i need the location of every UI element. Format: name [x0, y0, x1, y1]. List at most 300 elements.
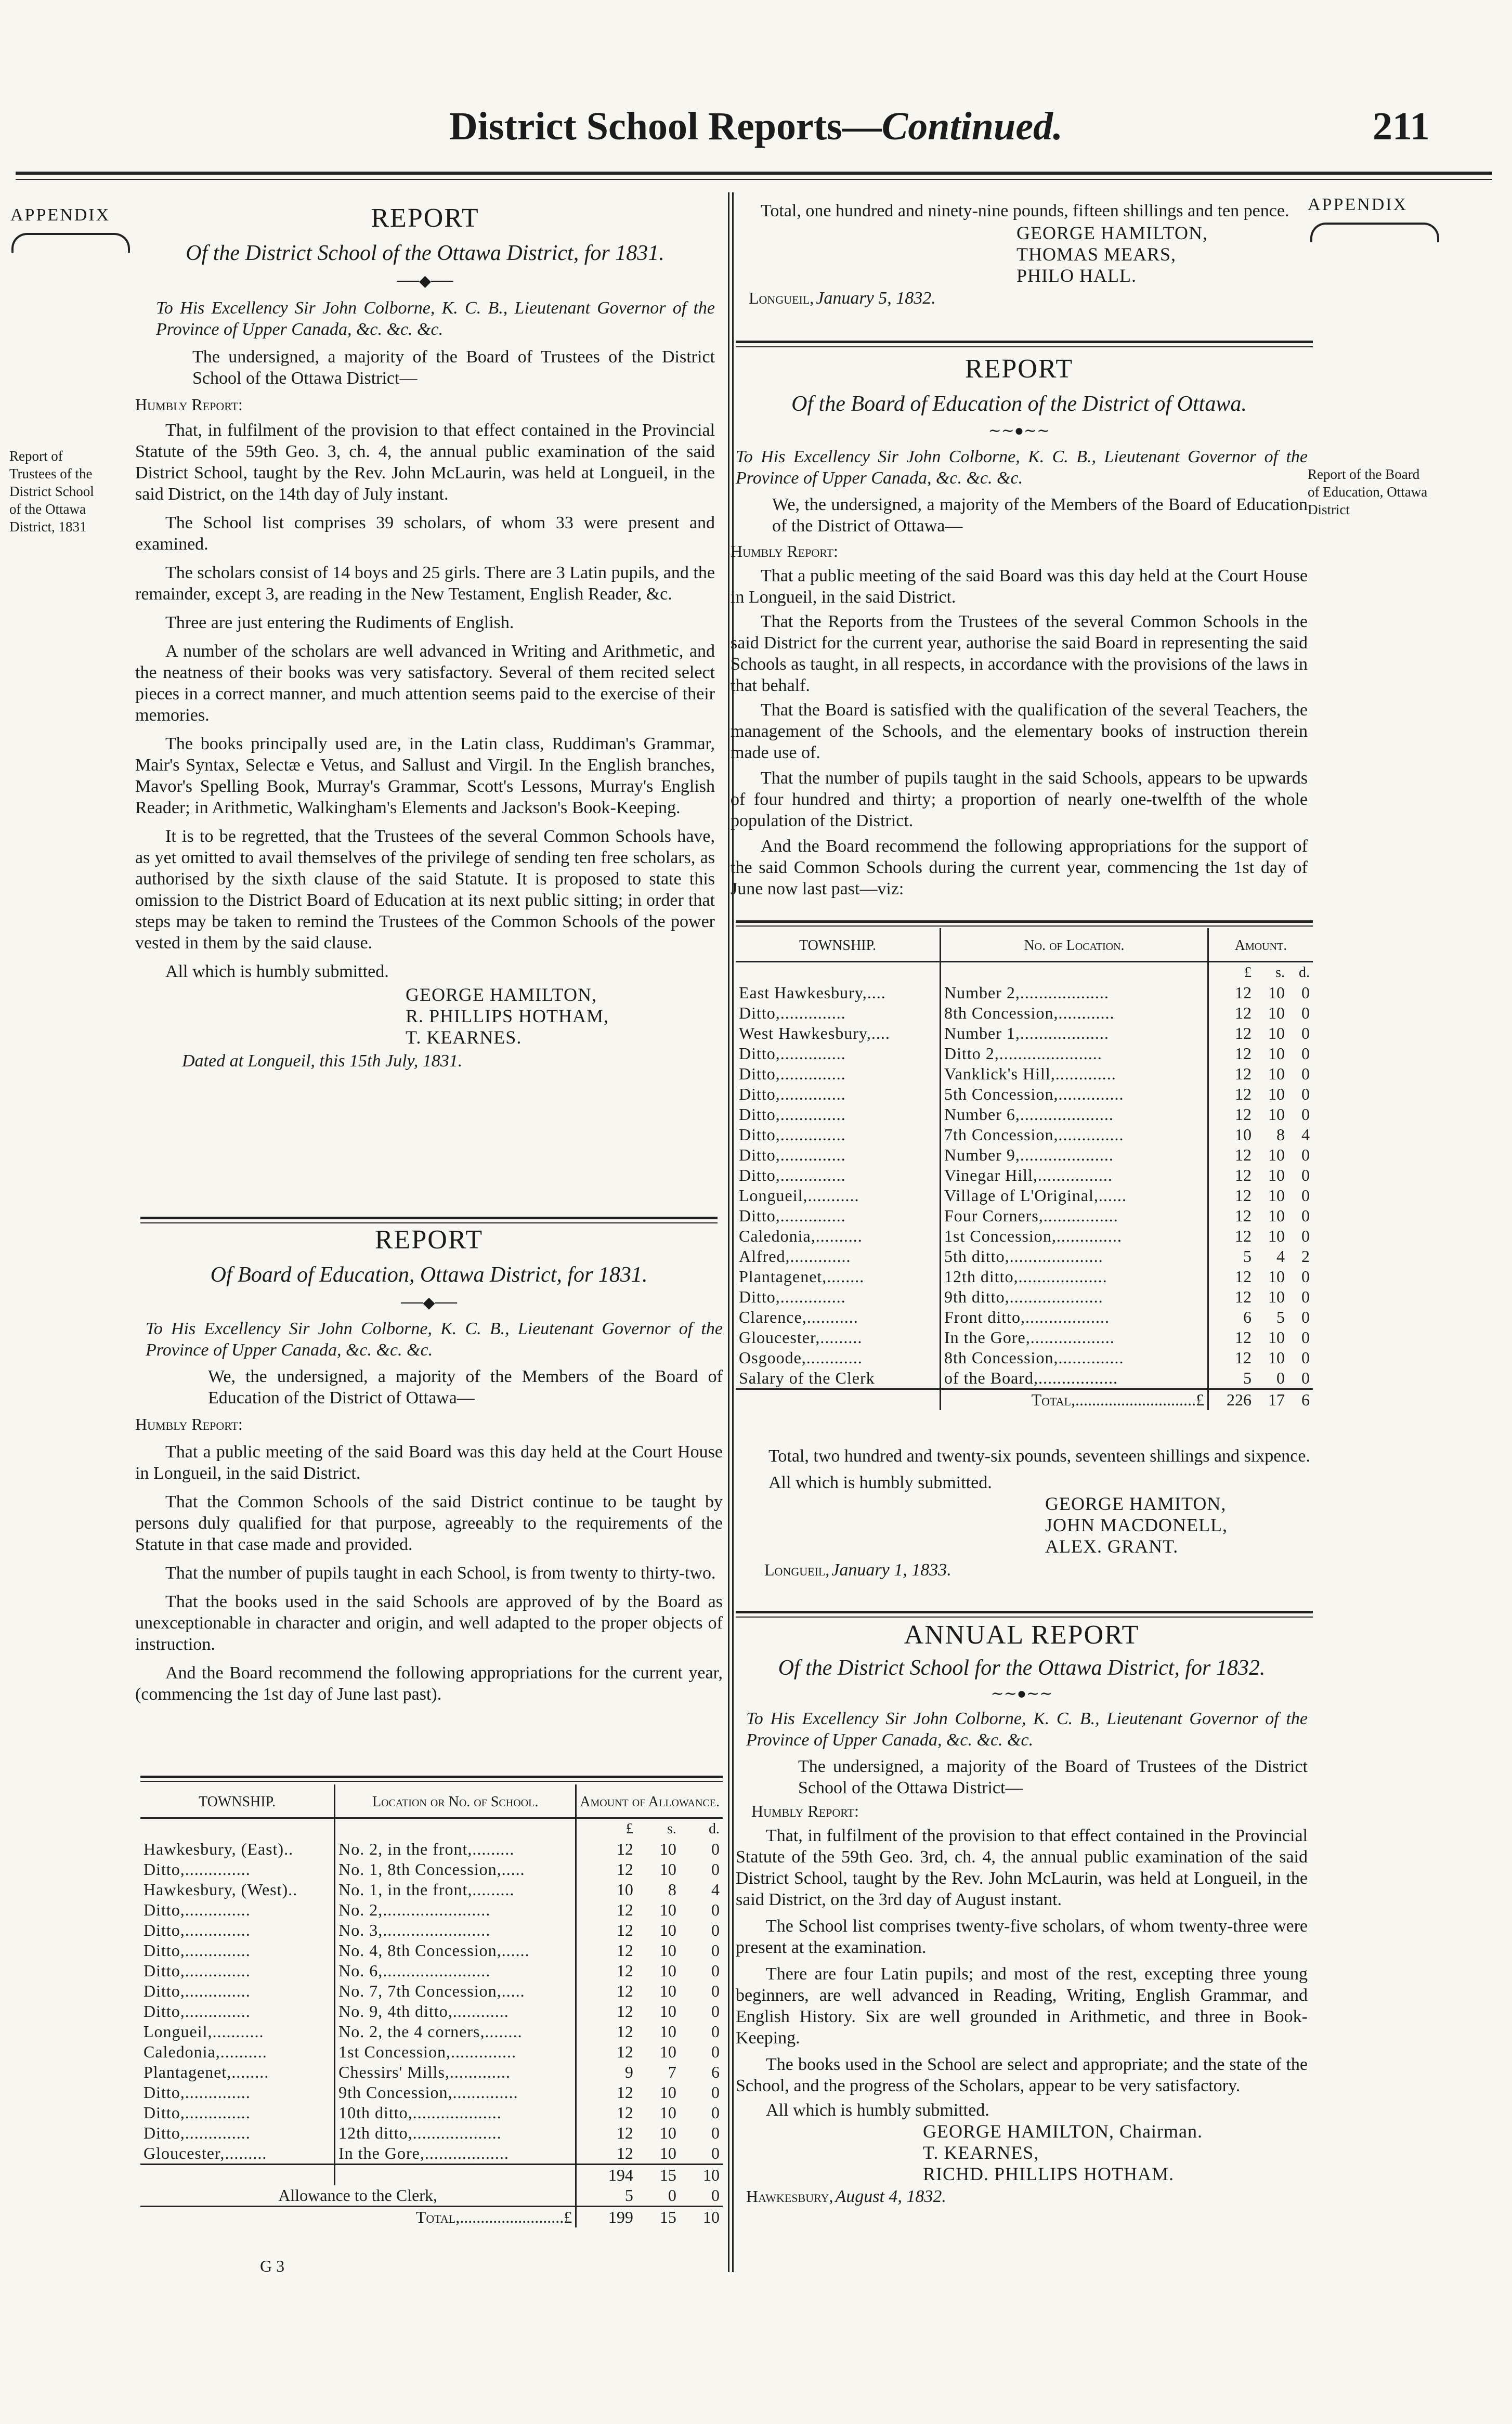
amount-cell: 12 [616, 1900, 633, 1919]
township-cell: Clarence,........... [736, 1307, 941, 1327]
table-rule [736, 920, 1313, 923]
subtotal-cell: 15 [636, 2165, 680, 2186]
report2-date: January 5, 1832. [816, 289, 936, 308]
allowance-row [140, 2185, 723, 2207]
allowance-cell: 5 [624, 2186, 633, 2205]
report2-subtitle: Of Board of Education, Ottawa District, for 1831. [210, 1263, 648, 1287]
table-row [140, 1880, 723, 1900]
amount-cell: 12 [1234, 1064, 1252, 1083]
report2-p1: That a public meeting of the said Board was this day held at the Court House in Longueil, in the said District. [135, 1442, 723, 1483]
report4-date: August 4, 1832. [835, 2187, 946, 2206]
report3-address: To His Excellency Sir John Colborne, K. C. B., Lieutenant Governor of the Province of Upper Canada, &c. &c. &c. [736, 447, 1308, 488]
amount-cell: 10 [659, 2002, 676, 2021]
col-header-township: TOWNSHIP. [736, 928, 941, 962]
amount-cell: 0 [1301, 1004, 1310, 1022]
section-rule [736, 1611, 1313, 1613]
location-cell: 12th ditto,................... [941, 1267, 1208, 1287]
table-row [140, 1961, 723, 1981]
appropriations-table-1832 [736, 928, 1313, 1410]
table-row [140, 2022, 723, 2042]
township-cell: Caledonia,.......... [736, 1226, 941, 1246]
location-cell: No. 3,....................... [335, 1920, 576, 1940]
amount-cell: 4 [1276, 1247, 1285, 1266]
running-title: District School Reports— [449, 105, 882, 148]
total-cell: 10 [680, 2207, 723, 2228]
unit-label: d. [709, 1821, 720, 1837]
township-cell: Ditto,.............. [736, 1003, 941, 1023]
table-row [736, 1226, 1313, 1246]
signatory: GEORGE HAMILTON, [1016, 223, 1208, 243]
location-cell: In the Gore,.................. [941, 1327, 1208, 1348]
amount-cell: 4 [1301, 1125, 1310, 1144]
location-cell: 10th ditto,................... [335, 2103, 576, 2123]
location-cell: 8th Concession,............ [941, 1003, 1208, 1023]
report2-section [135, 1224, 723, 1705]
amount-cell: 10 [659, 1941, 676, 1960]
cell-empty [140, 1818, 335, 1840]
amount-cell: 10 [659, 2144, 676, 2162]
report2-signatories [731, 223, 1308, 286]
amount-cell: 12 [1234, 1186, 1252, 1205]
table-rule-thin [140, 1781, 723, 1782]
report2-humbly: Humbly Report: [135, 1415, 243, 1433]
cell-empty [736, 1389, 941, 1411]
report1-section [135, 203, 715, 1071]
report1-intro: The undersigned, a majority of the Board of Trustees of the District School of the Ottawa District— [192, 347, 715, 388]
amount-cell: 12 [1234, 1348, 1252, 1367]
table-row [140, 1900, 723, 1920]
amount-cell: 6 [711, 2063, 720, 2081]
amount-cell: 10 [1268, 1166, 1285, 1184]
location-cell: No. 1, 8th Concession,..... [335, 1859, 576, 1880]
section-rule [140, 1217, 718, 1219]
amount-cell: 0 [1301, 1166, 1310, 1184]
section-rule [736, 341, 1313, 343]
report1-p2: The School list comprises 39 scholars, of whom 33 were present and examined. [135, 513, 715, 554]
total-cell: 15 [636, 2207, 680, 2228]
amount-cell: 0 [711, 1921, 720, 1939]
report1-p4: Three are just entering the Rudiments of English. [165, 613, 514, 632]
date-place: Longueil, [749, 289, 814, 307]
township-cell: Ditto,.............. [140, 2001, 335, 2022]
amount-cell: 12 [616, 2123, 633, 2142]
report4-intro: The undersigned, a majority of the Board of Trustees of the District School of the Ottawa District— [798, 1757, 1308, 1797]
amount-cell: 0 [711, 2144, 720, 2162]
report2-p2: That the Common Schools of the said District continue to be taught by persons duly qualified for that purpose, agreeably to the requirements of the Statute in that case made and provided. [135, 1492, 723, 1554]
township-cell: Ditto,.............. [736, 1064, 941, 1084]
amount-cell: 12 [1234, 1105, 1252, 1124]
amount-cell: 0 [1301, 1105, 1310, 1124]
location-cell: No. 2,....................... [335, 1900, 576, 1920]
table-row [140, 2143, 723, 2165]
table-row [736, 1267, 1313, 1287]
section-rule-thin [736, 346, 1313, 347]
location-cell: 12th ditto,................... [335, 2123, 576, 2143]
table-row [140, 2123, 723, 2143]
amount-cell: 10 [659, 2022, 676, 2041]
report3-date: January 1, 1833. [831, 1560, 951, 1580]
table-row [140, 1920, 723, 1940]
amount-cell: 10 [1268, 1145, 1285, 1164]
amount-cell: 10 [1268, 1227, 1285, 1245]
signatory: GEORGE HAMILTON, [406, 984, 597, 1005]
total-cell: 226 [1208, 1389, 1255, 1411]
report2-date-line [731, 289, 1308, 308]
township-cell: Plantagenet,........ [140, 2062, 335, 2082]
table-row [140, 1981, 723, 2001]
report2-intro: We, the undersigned, a majority of the Members of the Board of Education of the District of Ottawa— [208, 1367, 723, 1408]
amount-cell: 10 [1268, 1004, 1285, 1022]
amount-cell: 12 [616, 2042, 633, 2061]
amount-cell: 10 [1268, 1348, 1285, 1367]
township-cell: Ditto,.............. [140, 1981, 335, 2001]
location-cell: 9th Concession,.............. [335, 2082, 576, 2103]
col-header-amount: Amount of Allowance. [576, 1784, 723, 1818]
report3-date-line [738, 1560, 1315, 1580]
location-cell: No. 7, 7th Concession,..... [335, 1981, 576, 2001]
total-cell: 6 [1288, 1389, 1313, 1411]
signatory: GEORGE HAMILTON, Chairman. [923, 2121, 1203, 2142]
signatory: ALEX. GRANT. [1045, 1536, 1179, 1557]
amount-cell: 0 [1276, 1369, 1285, 1387]
report3-p4: That the number of pupils taught in the said Schools, appears to be upwards of four hundred and thirty; a proportion of nearly one-twelfth of the whole population of the District. [731, 768, 1308, 830]
unit-label: s. [1275, 965, 1285, 981]
total-row [140, 2207, 723, 2228]
amount-cell: 0 [1301, 1145, 1310, 1164]
amount-cell: 10 [659, 2042, 676, 2061]
amount-cell: 10 [659, 2083, 676, 2102]
report3-p2: That the Reports from the Trustees of the several Common Schools in the said District for the current year, authorise the said Board in representing the said Schools as taught, in all respects, in accordance with the provisions of the laws in that behalf. [731, 612, 1308, 695]
table-row [736, 1145, 1313, 1165]
location-cell: No. 2, in the front,......... [335, 1839, 576, 1859]
amount-cell: 0 [1301, 1369, 1310, 1387]
report1-p5: A number of the scholars are well advanced in Writing and Arithmetic, and the neatness of their books was very satisfactory. Several of them recited select pieces in a correct manner, and much attention seems paid to the exercise of their memories. [135, 642, 715, 725]
township-cell: Hawkesbury, (West).. [140, 1880, 335, 1900]
report2-title: REPORT [374, 1225, 484, 1255]
amount-cell: 0 [1301, 1267, 1310, 1286]
amount-cell: 10 [1234, 1125, 1252, 1144]
table-row [140, 2042, 723, 2062]
location-cell: 9th ditto,.................... [941, 1287, 1208, 1307]
table-row [140, 2082, 723, 2103]
table-row [736, 1003, 1313, 1023]
allowance-label: Allowance to the Clerk, [140, 2185, 576, 2207]
amount-cell: 12 [1234, 1166, 1252, 1184]
township-cell: Salary of the Clerk [736, 1368, 941, 1389]
report3-total-text: Total, two hundred and twenty-six pounds, seventeen shillings and sixpence. [768, 1446, 1310, 1466]
signatory: R. PHILLIPS HOTHAM, [406, 1006, 609, 1026]
amount-cell: 0 [1301, 1308, 1310, 1326]
report4-p3: There are four Latin pupils; and most of the rest, excepting three young beginners, are well advanced in Reading, Writing, English Grammar, and English History. Six are well grounded in Arithmetic, and three in Book-Keeping. [736, 1964, 1308, 2048]
amount-cell: 10 [1268, 983, 1285, 1002]
table-rule-thin [736, 926, 1313, 927]
amount-cell: 0 [711, 1961, 720, 1980]
amount-cell: 10 [1268, 1186, 1285, 1205]
location-cell: 7th Concession,.............. [941, 1125, 1208, 1145]
report3-intro: We, the undersigned, a majority of the Members of the Board of Education of the District of Ottawa— [772, 495, 1308, 536]
amount-cell: 10 [659, 1860, 676, 1879]
location-cell: 1st Concession,.............. [941, 1226, 1208, 1246]
table-row [736, 1185, 1313, 1206]
report4-p4: The books used in the School are select and appropriate; and the state of the School, and the progress of the Scholars, appear to be very satisfactory. [736, 2055, 1308, 2095]
amount-cell: 0 [711, 1840, 720, 1858]
amount-cell: 12 [1234, 1024, 1252, 1042]
amount-cell: 10 [1268, 1287, 1285, 1306]
report1-title: REPORT [371, 203, 479, 233]
amount-cell: 10 [1268, 1267, 1285, 1286]
report1-p7: It is to be regretted, that the Trustees of the several Common Schools have, as yet omitted to avail themselves of the privilege of sending ten free scholars, as authorised by the sixth clause of the said Statute. It is proposed to state this omission to the District Board of Education at its next public sitting; in order that steps may be taken to remind the Trustees of the Common Schools of the power vested in them by the said clause. [135, 827, 715, 953]
township-cell: Ditto,.............. [140, 1961, 335, 1981]
report4-date-line [736, 2187, 1308, 2207]
report1-address: To His Excellency Sir John Colborne, K. C. B., Lieutenant Governor of the Province of Upper Canada, &c. &c. &c. [156, 298, 715, 339]
township-cell: Ditto,.............. [140, 1940, 335, 1961]
amount-cell: 4 [711, 1880, 720, 1899]
total-cell: 17 [1255, 1389, 1288, 1411]
amount-cell: 0 [1301, 1024, 1310, 1042]
total-row [736, 1389, 1313, 1411]
amount-cell: 0 [1301, 1287, 1310, 1306]
col-header-township: TOWNSHIP. [140, 1784, 335, 1818]
report2-p4: That the books used in the said Schools are approved of by the Board as unexceptionable in character and origin, and well adapted to the proper objects of instruction. [135, 1592, 723, 1654]
amount-cell: 0 [711, 1982, 720, 2000]
signatory: PHILO HALL. [1016, 265, 1137, 286]
township-cell: Ditto,.............. [736, 1044, 941, 1064]
running-title-continued: Continued. [881, 105, 1063, 148]
table-row [140, 2001, 723, 2022]
location-cell: No. 9, 4th ditto,............ [335, 2001, 576, 2022]
amount-cell: 5 [1276, 1308, 1285, 1326]
total-label: Total,.............................£ [941, 1389, 1208, 1411]
side-note-right: Report of the Board of Education, Ottawa District [1308, 466, 1428, 517]
amount-cell: 5 [1243, 1369, 1252, 1387]
amount-cell: 6 [1243, 1308, 1252, 1326]
township-cell: Gloucester,......... [736, 1327, 941, 1348]
report4-title: ANNUAL REPORT [904, 1620, 1140, 1650]
location-cell: of the Board,................. [941, 1368, 1208, 1389]
amount-cell: 8 [1276, 1125, 1285, 1144]
side-note-left: Report of Trustees of the District School of the Ottawa District, 1831 [9, 448, 94, 535]
table-row [140, 2062, 723, 2082]
township-cell: Ditto,.............. [736, 1287, 941, 1307]
amount-cell: 10 [1268, 1044, 1285, 1063]
appendix-label-left: APPENDIX [10, 205, 111, 225]
amount-cell: 2 [1301, 1247, 1310, 1266]
amount-cell: 7 [668, 2063, 676, 2081]
unit-label: d. [1299, 965, 1310, 981]
allowance-cell: 0 [668, 2186, 676, 2205]
table-row [140, 1940, 723, 1961]
amount-cell: 0 [711, 2103, 720, 2122]
amount-cell: 12 [1234, 1206, 1252, 1225]
location-cell: No. 6,....................... [335, 1961, 576, 1981]
report3-p5: And the Board recommend the following appropriations for the support of the said Common Schools during the current year, commencing the 1st day of June now last past—viz: [731, 837, 1308, 898]
signatory: T. KEARNES, [923, 2142, 1039, 2163]
township-cell: Ditto,.............. [736, 1125, 941, 1145]
amount-cell: 12 [1234, 1044, 1252, 1063]
township-cell: Ditto,.............. [140, 2082, 335, 2103]
report4-subtitle: Of the District School for the Ottawa District, for 1832. [778, 1656, 1266, 1680]
report2-continued [731, 200, 1308, 308]
amount-cell: 0 [1301, 1186, 1310, 1205]
col-header-amount: Amount. [1208, 928, 1313, 962]
amount-cell: 12 [616, 2022, 633, 2041]
signatory: THOMAS MEARS, [1016, 244, 1177, 265]
township-cell: Ditto,.............. [140, 1920, 335, 1940]
amount-cell: 12 [1234, 983, 1252, 1002]
report4-signatories [736, 2121, 1308, 2185]
table-row [736, 1084, 1313, 1104]
location-cell: 1st Concession,.............. [335, 2042, 576, 2062]
report2-total-text: Total, one hundred and ninety-nine pounds, fifteen shillings and ten pence. [761, 201, 1289, 220]
report1-humbly: Humbly Report: [135, 395, 243, 414]
amount-cell: 0 [711, 2123, 720, 2142]
amount-cell: 0 [1301, 983, 1310, 1002]
cell-empty [736, 962, 941, 983]
section-rule-thin [736, 1617, 1313, 1618]
unit-label: £ [625, 1821, 633, 1837]
township-cell: Ditto,.............. [140, 1900, 335, 1920]
table-row [736, 1165, 1313, 1185]
ornament-divider: ──◆── [400, 1294, 458, 1311]
cell-empty [335, 2165, 576, 2186]
report4-closing: All which is humbly submitted. [766, 2101, 989, 2120]
amount-cell: 10 [659, 1921, 676, 1939]
location-cell: No. 4, 8th Concession,...... [335, 1940, 576, 1961]
appendix-brace-left [11, 233, 130, 253]
amount-cell: 12 [616, 1840, 633, 1858]
amount-cell: 10 [1268, 1206, 1285, 1225]
report3-closing-block [738, 1445, 1315, 1580]
table-row [736, 983, 1313, 1003]
unit-label: s. [667, 1821, 676, 1837]
subtotal-cell: 194 [576, 2165, 636, 2186]
location-cell: No. 1, in the front,......... [335, 1880, 576, 1900]
report2-address: To His Excellency Sir John Colborne, K. C. B., Lieutenant Governor of the Province of Upper Canada, &c. &c. &c. [146, 1319, 723, 1360]
amount-cell: 10 [616, 1880, 633, 1899]
amount-cell: 12 [616, 1982, 633, 2000]
township-cell: Ditto,.............. [736, 1104, 941, 1125]
amount-cell: 12 [616, 1961, 633, 1980]
report1-date: Dated at Longueil, this 15th July, 1831. [182, 1051, 463, 1071]
table-row [736, 1125, 1313, 1145]
amount-cell: 12 [616, 2083, 633, 2102]
township-cell: Caledonia,.......... [140, 2042, 335, 2062]
report4-section [736, 1620, 1308, 2207]
township-cell: Ditto,.............. [736, 1165, 941, 1185]
location-cell: 5th ditto,.................... [941, 1246, 1208, 1267]
amount-cell: 12 [1234, 1085, 1252, 1103]
township-cell: Hawkesbury, (East).. [140, 1839, 335, 1859]
amount-cell: 0 [711, 1860, 720, 1879]
amount-cell: 12 [616, 2002, 633, 2021]
table-row [736, 1104, 1313, 1125]
signatory: GEORGE HAMITON, [1045, 1493, 1227, 1514]
township-cell: East Hawkesbury,.... [736, 983, 941, 1003]
table-row [736, 1064, 1313, 1084]
signatory: JOHN MACDONELL, [1045, 1515, 1228, 1535]
amount-cell: 10 [659, 1840, 676, 1858]
amount-cell: 0 [711, 2042, 720, 2061]
table-rule [140, 1776, 723, 1778]
amount-cell: 12 [1234, 1145, 1252, 1164]
location-cell: Number 9,.................... [941, 1145, 1208, 1165]
amount-cell: 0 [711, 2002, 720, 2021]
amount-cell: 10 [659, 1961, 676, 1980]
total-label: Total,.........................£ [140, 2207, 576, 2228]
report4-p2: The School list comprises twenty-five scholars, of whom twenty-three were present at the examination. [736, 1917, 1308, 1957]
township-cell: Ditto,.............. [140, 1859, 335, 1880]
subtotal-row [140, 2165, 723, 2186]
location-cell: No. 2, the 4 corners,........ [335, 2022, 576, 2042]
signature-mark: G 3 [260, 2257, 285, 2275]
report1-subtitle: Of the District School of the Ottawa District, for 1831. [186, 241, 664, 265]
table-row [736, 1307, 1313, 1327]
header-rule-thin [16, 179, 1492, 180]
report4-humbly: Humbly Report: [751, 1802, 859, 1820]
signatory: RICHD. PHILLIPS HOTHAM. [923, 2164, 1175, 2184]
report2-p3: That the number of pupils taught in each School, is from twenty to thirty-two. [165, 1563, 716, 1583]
township-cell: Longueil,........... [140, 2022, 335, 2042]
location-cell: Village of L'Original,...... [941, 1185, 1208, 1206]
amount-cell: 12 [1234, 1267, 1252, 1286]
township-cell: Plantagenet,........ [736, 1267, 941, 1287]
report1-p3: The scholars consist of 14 boys and 25 girls. There are 3 Latin pupils, and the remainder, except 3, are reading in the New Testament, English Reader, &c. [135, 563, 715, 604]
appropriations-table-1831 [140, 1784, 723, 2227]
table-row [736, 1023, 1313, 1044]
report4-address: To His Excellency Sir John Colborne, K. C. B., Lieutenant Governor of the Province of Upper Canada, &c. &c. &c. [746, 1709, 1308, 1750]
township-cell: Ditto,.............. [140, 2103, 335, 2123]
table-row [736, 1044, 1313, 1064]
amount-cell: 10 [1268, 1064, 1285, 1083]
amount-cell: 10 [1268, 1328, 1285, 1347]
column-divider [728, 192, 729, 2272]
appendix-label-right: APPENDIX [1308, 195, 1408, 214]
report3-subtitle: Of the Board of Education of the District of Ottawa. [791, 392, 1247, 416]
location-cell: Chessirs' Mills,............. [335, 2062, 576, 2082]
location-cell: In the Gore,.................. [335, 2143, 576, 2165]
units-row [736, 962, 1313, 983]
report2-p5: And the Board recommend the following appropriations for the current year, (commencing the 1st day of June last past). [135, 1663, 723, 1704]
amount-cell: 10 [659, 1900, 676, 1919]
table-row [736, 1246, 1313, 1267]
amount-cell: 10 [659, 2103, 676, 2122]
township-cell: West Hawkesbury,.... [736, 1023, 941, 1044]
amount-cell: 12 [1234, 1287, 1252, 1306]
amount-cell: 0 [711, 1941, 720, 1960]
location-cell: Front ditto,.................. [941, 1307, 1208, 1327]
report3-closing: All which is humbly submitted. [768, 1473, 992, 1492]
amount-cell: 8 [668, 1880, 676, 1899]
table-row [140, 1839, 723, 1859]
report4-p1: That, in fulfilment of the provision to that effect contained in the Provincial Statute of the 59th Geo. 3rd, ch. 4, the annual public examination of the said District School, taught by the Rev. John McLaurin, was held at Longueil, in the said District, on the 3rd day of August instant. [736, 1826, 1308, 1909]
table-row [736, 1327, 1313, 1348]
report3-section [731, 354, 1308, 900]
ornament-divider: ∼∼●∼∼ [990, 1685, 1053, 1702]
township-cell: Alfred,............. [736, 1246, 941, 1267]
township-cell: Ditto,.............. [736, 1206, 941, 1226]
ornament-divider: ──◆── [397, 272, 453, 290]
report1-p6: The books principally used are, in the Latin class, Ruddiman's Grammar, Mair's Syntax, Selectæ e Vetus, and Sallust and Virgil. In the English branches, Mavor's Spelling Book, Murray's Grammar, Scott's Lessons, Murray's English Reader; in Arithmetic, Walkingham's Elements and Jackson's Book-Keeping. [135, 734, 715, 817]
amount-cell: 0 [1301, 1044, 1310, 1063]
township-cell: Ditto,.............. [736, 1145, 941, 1165]
amount-cell: 0 [711, 2022, 720, 2041]
township-cell: Ditto,.............. [736, 1084, 941, 1104]
report1-signatories [135, 984, 715, 1048]
amount-cell: 0 [1301, 1085, 1310, 1103]
report3-title: REPORT [964, 354, 1074, 384]
amount-cell: 12 [616, 1860, 633, 1879]
amount-cell: 12 [1234, 1227, 1252, 1245]
